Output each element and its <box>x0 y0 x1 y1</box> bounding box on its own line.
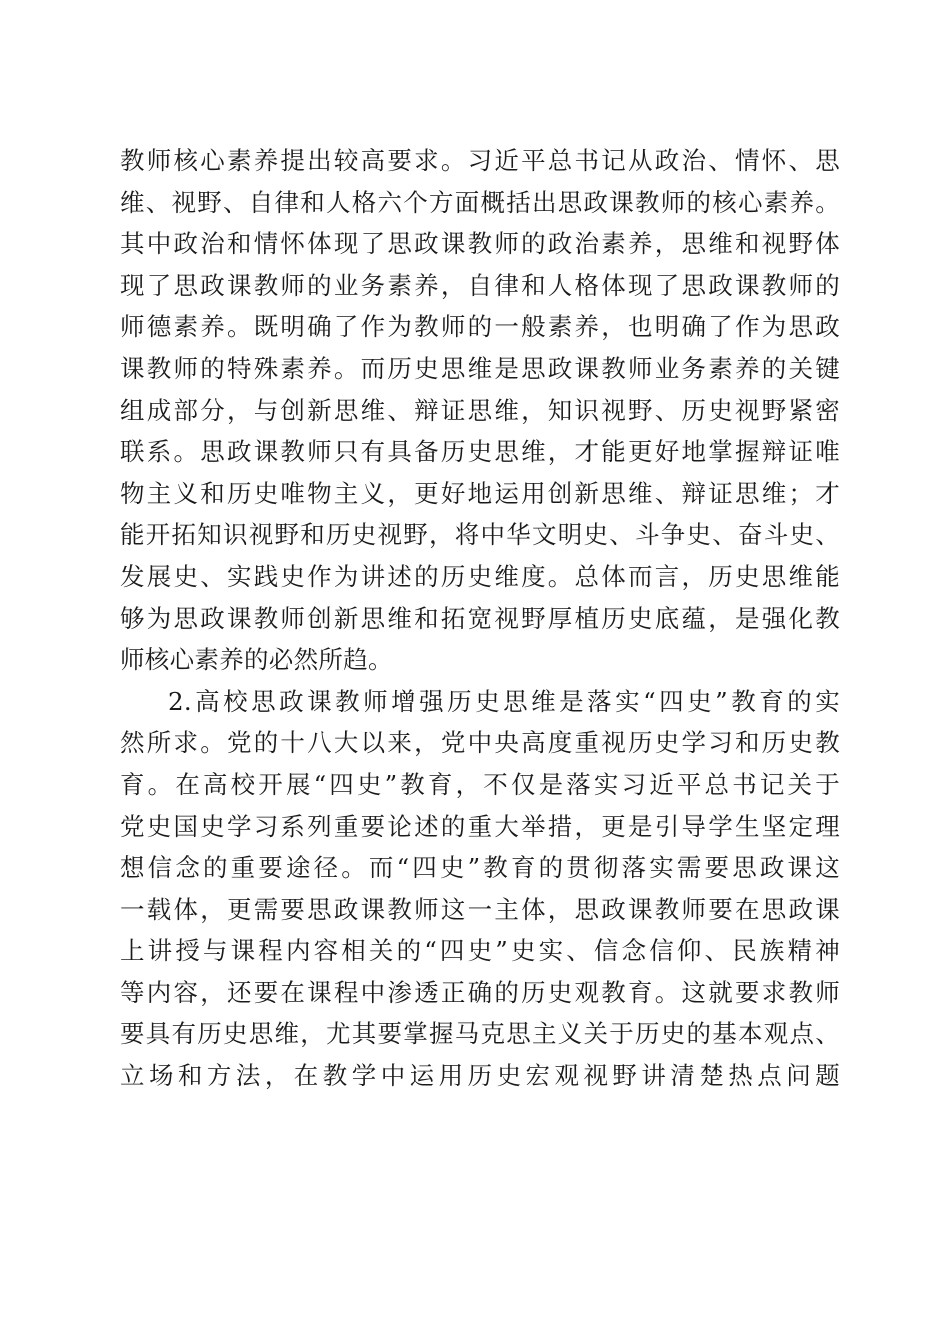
text-line: 够为思政课教师创新思维和拓宽视野厚植历史底蕴，是强化教 <box>120 603 840 633</box>
text-line: 教师核心素养提出较高要求。习近平总书记从政治、情怀、思 <box>120 146 840 175</box>
paragraph-four-histories <box>120 681 840 1097</box>
text-line: 发展史、实践史作为讲述的历史维度。总体而言，历史思维能 <box>120 561 840 591</box>
text-line: 要具有历史思维，尤其要掌握马克思主义关于历史的基本观点、 <box>120 1019 840 1049</box>
text-line: 现了思政课教师的业务素养，自律和人格体现了思政课教师的 <box>120 270 840 300</box>
text-line: 其中政治和情怀体现了思政课教师的政治素养，思维和视野体 <box>120 229 840 259</box>
text-line-heading: 2.高校思政课教师增强历史思维是落实“四史”教育的实 <box>168 686 840 716</box>
text-line: 师核心素养的必然所趋。 <box>120 645 393 675</box>
paragraph-core-literacy <box>120 140 840 681</box>
text-line: 组成部分，与创新思维、辩证思维，知识视野、历史视野紧密 <box>120 395 840 425</box>
text-line: 能开拓知识视野和历史视野，将中华文明史、斗争史、奋斗史、 <box>120 520 840 550</box>
text-line: 物主义和历史唯物主义，更好地运用创新思维、辩证思维；才 <box>120 478 840 508</box>
text-line: 党史国史学习系列重要论述的重大举措，更是引导学生坚定理 <box>120 811 840 841</box>
text-line: 师德素养。既明确了作为教师的一般素养，也明确了作为思政 <box>120 312 840 342</box>
text-line: 育。在高校开展“四史”教育，不仅是落实习近平总书记关于 <box>120 769 840 799</box>
text-line: 然所求。党的十八大以来，党中央高度重视历史学习和历史教 <box>120 728 840 758</box>
text-line: 等内容，还要在课程中渗透正确的历史观教育。这就要求教师 <box>120 977 840 1007</box>
text-line: 想信念的重要途径。而“四史”教育的贯彻落实需要思政课这 <box>120 853 840 883</box>
text-line: 立场和方法，在教学中运用历史宏观视野讲清楚热点问题 <box>120 1061 840 1091</box>
text-line: 联系。思政课教师只有具备历史思维，才能更好地掌握辩证唯 <box>120 437 840 467</box>
text-line: 一载体，更需要思政课教师这一主体，思政课教师要在思政课 <box>120 894 840 924</box>
text-line: 维、视野、自律和人格六个方面概括出思政课教师的核心素养。 <box>120 187 840 217</box>
text-line: 上讲授与课程内容相关的“四史”史实、信念信仰、民族精神 <box>120 936 840 966</box>
body-text <box>120 140 840 1097</box>
text-line: 课教师的特殊素养。而历史思维是思政课教师业务素养的关键 <box>120 353 840 383</box>
